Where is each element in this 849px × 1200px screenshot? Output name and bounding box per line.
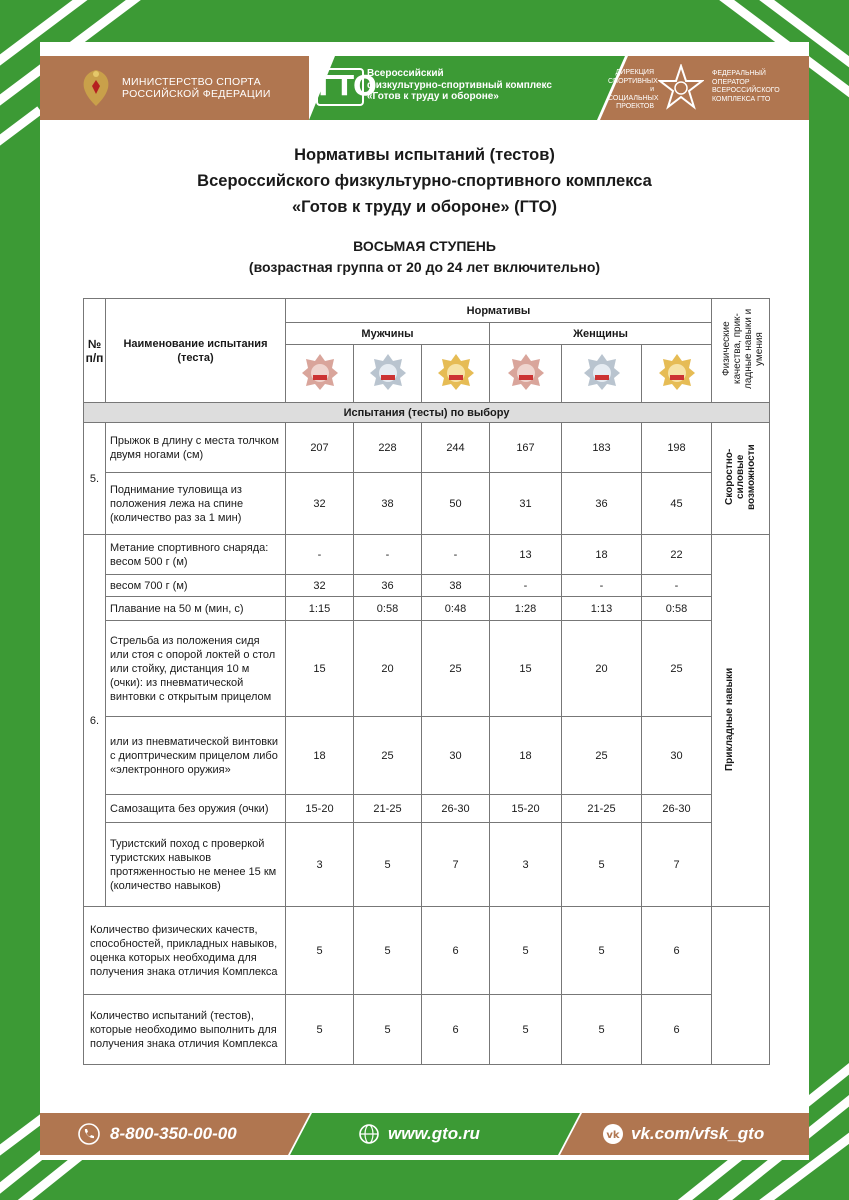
norm-value: 0:48 xyxy=(422,597,490,621)
norm-value: 20 xyxy=(562,621,642,717)
norm-value: 38 xyxy=(422,575,490,597)
summary-row xyxy=(84,907,770,995)
norm-value: - xyxy=(490,575,562,597)
norm-value: 5 xyxy=(286,995,354,1065)
norm-value: 7 xyxy=(422,823,490,907)
norm-value: 5 xyxy=(354,995,422,1065)
silver-badge-icon xyxy=(583,353,621,391)
norm-value: 25 xyxy=(422,621,490,717)
operator-name: ФЕДЕРАЛЬНЫЙ ОПЕРАТОР ВСЕРОССИЙСКОГО КОМПЛЕКСА ГТО xyxy=(712,70,780,103)
norm-value: 6 xyxy=(422,995,490,1065)
test-name: Самозащита без оружия (очки) xyxy=(106,795,286,823)
norm-value: 20 xyxy=(354,621,422,717)
norm-value: 5 xyxy=(562,995,642,1065)
norm-value: 0:58 xyxy=(642,597,712,621)
norm-value: 22 xyxy=(642,535,712,575)
norm-value: 6 xyxy=(642,995,712,1065)
norm-value: 198 xyxy=(642,423,712,473)
test-name: или из пневматической винтовки с диоптрическим прицелом либо «электронного оружия» xyxy=(106,717,286,795)
men-header: Мужчины xyxy=(286,323,490,345)
norm-value: 26-30 xyxy=(642,795,712,823)
norm-value: 18 xyxy=(490,717,562,795)
table-row xyxy=(84,473,770,535)
col-name-header: Наименование испытания (теста) xyxy=(106,299,286,403)
bronze-badge-icon xyxy=(301,353,339,391)
gto-complex-name: Всероссийский физкультурно-спортивный комплекс «Готов к труду и обороне» xyxy=(367,68,552,102)
norm-value: 50 xyxy=(422,473,490,535)
norm-value: 5 xyxy=(562,907,642,995)
col-norms-header: Нормативы xyxy=(286,299,712,323)
test-name: весом 700 г (м) xyxy=(106,575,286,597)
norm-value: 25 xyxy=(562,717,642,795)
norm-value: 6 xyxy=(422,907,490,995)
test-name: Метание спортивного снаряда: весом 500 г (м) xyxy=(106,535,286,575)
norm-value: 3 xyxy=(490,823,562,907)
norm-value: 31 xyxy=(490,473,562,535)
bronze-badge-icon xyxy=(507,353,545,391)
globe-icon xyxy=(358,1123,380,1145)
norm-value: - xyxy=(562,575,642,597)
website-link[interactable]: www.gto.ru xyxy=(388,1124,480,1143)
header-banner xyxy=(40,56,809,120)
norm-value: 30 xyxy=(642,717,712,795)
col-num-header: № п/п xyxy=(84,299,106,403)
gold-badge-icon xyxy=(658,353,696,391)
norm-value: 1:13 xyxy=(562,597,642,621)
stage-title: ВОСЬМАЯ СТУПЕНЬ (возрастная группа от 20 до 24 лет включительно) xyxy=(248,238,601,275)
table-row xyxy=(84,535,770,575)
norm-value: 1:28 xyxy=(490,597,562,621)
norm-value: 36 xyxy=(354,575,422,597)
test-name: Плавание на 50 м (мин, с) xyxy=(106,597,286,621)
vk-link[interactable]: vk.com/vfsk_gto xyxy=(631,1124,765,1143)
norm-value: 32 xyxy=(286,575,354,597)
norm-value: 3 xyxy=(286,823,354,907)
col-quality-header: Физические качества, прик-ладные навыки и умения xyxy=(720,308,765,389)
norm-value: 167 xyxy=(490,423,562,473)
norm-value: 36 xyxy=(562,473,642,535)
summary-row xyxy=(84,995,770,1065)
norm-value: 5 xyxy=(490,907,562,995)
quality-speed-label: Скоростно-силовые возможности xyxy=(723,443,757,510)
test-name: Прыжок в длину с места толчком двумя ногами (см) xyxy=(106,423,286,473)
gold-badge-icon xyxy=(437,353,475,391)
test-name: Стрельба из положения сидя или стоя с опорой локтей о стол или стойку, дистанция 10 м (очки): из пневматической винтовки с открытым прицелом xyxy=(106,621,286,717)
norm-value: - xyxy=(642,575,712,597)
table-row xyxy=(84,423,770,473)
test-name: Поднимание туловища из положения лежа на спине (количество раз за 1 мин) xyxy=(106,473,286,535)
section-header: Испытания (тесты) по выбору xyxy=(84,403,770,423)
test-name: Туристский поход с проверкой туристских навыков протяженностью не менее 15 км (количество навыков) xyxy=(106,823,286,907)
star-emblem-icon xyxy=(658,64,704,110)
norm-value: 45 xyxy=(642,473,712,535)
norm-value: 183 xyxy=(562,423,642,473)
norm-value: 21-25 xyxy=(562,795,642,823)
norm-value: 38 xyxy=(354,473,422,535)
document-title: Нормативы испытаний (тестов) Всероссийского физкультурно-спортивного комплекса «Готов к труду и обороне» (ГТО) xyxy=(197,146,652,216)
norm-value: 21-25 xyxy=(354,795,422,823)
norm-value: 18 xyxy=(562,535,642,575)
norm-value: 1:15 xyxy=(286,597,354,621)
summary-label: Количество физических качеств, способностей, прикладных навыков, оценка которых необходима для получения знака отличия Комплекса xyxy=(84,907,286,995)
norm-value: 15 xyxy=(490,621,562,717)
norm-value: 5 xyxy=(286,907,354,995)
summary-label: Количество испытаний (тестов), которые необходимо выполнить для получения знака отличия Комплекса xyxy=(84,995,286,1065)
table-row xyxy=(84,575,770,597)
norm-value: 13 xyxy=(490,535,562,575)
norm-value: 30 xyxy=(422,717,490,795)
gto-logo: ГТО xyxy=(316,68,364,106)
footer-banner xyxy=(40,1113,809,1155)
ministry-name: МИНИСТЕРСТВО СПОРТА РОССИЙСКОЙ ФЕДЕРАЦИИ xyxy=(122,76,271,100)
norm-value: 26-30 xyxy=(422,795,490,823)
norm-value: 228 xyxy=(354,423,422,473)
norm-value: 25 xyxy=(642,621,712,717)
row-number: 5. xyxy=(84,423,106,535)
norm-value: - xyxy=(354,535,422,575)
coat-of-arms-icon xyxy=(78,66,114,110)
row-number: 6. xyxy=(84,535,106,907)
norm-value: - xyxy=(422,535,490,575)
phone-number[interactable]: 8-800-350-00-00 xyxy=(110,1124,237,1143)
women-header: Женщины xyxy=(490,323,712,345)
table-row xyxy=(84,717,770,795)
norm-value: 7 xyxy=(642,823,712,907)
norm-value: 32 xyxy=(286,473,354,535)
phone-icon xyxy=(78,1123,100,1145)
quality-applied-label: Прикладные навыки xyxy=(723,666,735,771)
norm-value: 5 xyxy=(354,907,422,995)
norm-value: - xyxy=(286,535,354,575)
directorate-name: ДИРЕКЦИЯ СПОРТИВНЫХ и СОЦИАЛЬНЫХ ПРОЕКТОВ xyxy=(608,69,659,110)
vk-icon xyxy=(602,1123,624,1145)
norm-value: 25 xyxy=(354,717,422,795)
silver-badge-icon xyxy=(369,353,407,391)
norm-value: 5 xyxy=(490,995,562,1065)
table-row xyxy=(84,621,770,717)
norm-value: 207 xyxy=(286,423,354,473)
norms-table xyxy=(83,298,770,1065)
table-row xyxy=(84,795,770,823)
norm-value: 244 xyxy=(422,423,490,473)
table-row xyxy=(84,597,770,621)
table-row xyxy=(84,823,770,907)
norm-value: 15 xyxy=(286,621,354,717)
svg-text:vk: vk xyxy=(606,1130,620,1141)
norm-value: 15-20 xyxy=(286,795,354,823)
norm-value: 0:58 xyxy=(354,597,422,621)
norm-value: 6 xyxy=(642,907,712,995)
norm-value: 5 xyxy=(354,823,422,907)
norm-value: 5 xyxy=(562,823,642,907)
norm-value: 18 xyxy=(286,717,354,795)
norm-value: 15-20 xyxy=(490,795,562,823)
